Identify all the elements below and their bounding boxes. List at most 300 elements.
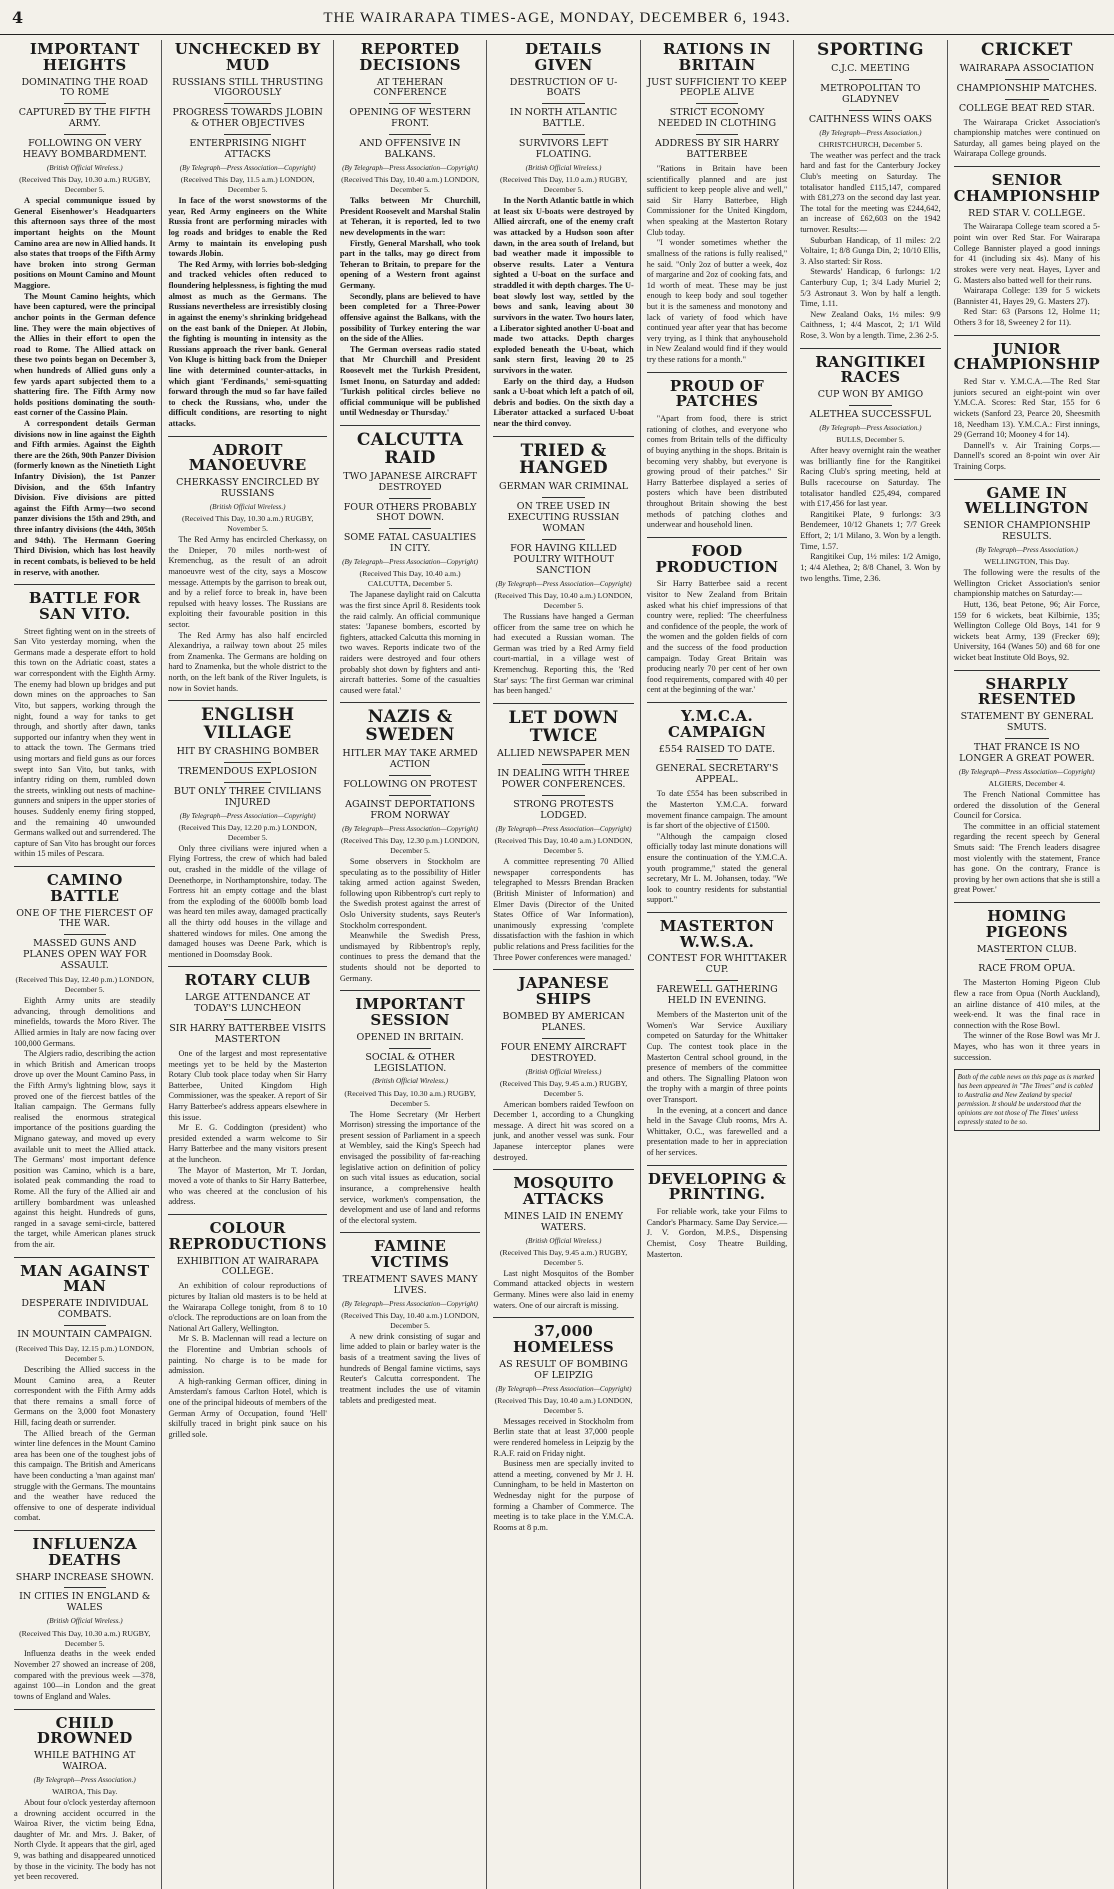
subhead-divider bbox=[1005, 738, 1049, 739]
article-credit: (British Official Wireless.) bbox=[46, 164, 123, 173]
article-subheadline: IN CITIES IN ENGLAND & WALES bbox=[19, 1591, 151, 1614]
article-body bbox=[340, 857, 480, 984]
subhead-divider bbox=[224, 134, 272, 135]
story-divider bbox=[168, 966, 326, 967]
story-divider bbox=[954, 166, 1100, 167]
article-headline: RATIONS IN BRITAIN bbox=[662, 40, 771, 74]
article-subheadline: AND OFFENSIVE IN BALKANS. bbox=[359, 138, 461, 161]
article-paragraph: Influenza deaths in the week ended November 27 showed an increase of 208, compared with the previous week —378, against 100—in London and the great towns of England and Wales. bbox=[14, 1649, 156, 1701]
article-dateline: (Received This Day, 12.40 p.m.) LONDON, December 5. bbox=[15, 975, 154, 995]
article-paragraph: The French National Committee has ordered the dissolution of the General Council for Corsica. bbox=[953, 789, 1100, 821]
article bbox=[954, 479, 1100, 664]
article bbox=[168, 1214, 326, 1440]
article-headline: CALCUTTA RAID bbox=[356, 429, 464, 468]
article-paragraph: The Red Army has also half encircled Alexandriya, a railway town about 25 miles from Znamenka. The Germans are holding on hard to Znamenka, but the whole district to the north, on the left bank of the River Ingulets, is now in Soviet hands. bbox=[168, 630, 327, 693]
article-paragraph: A committee representing 70 Allied newspaper correspondents has telegraphed to Messrs Brendan Bracken (British Minister of Information) and Elmer Davis (Director of the United States Office of War Information), unanimously expressing 'complete dissatisfaction with the fashion in which public relations and Press facilities for the Three Power conferences were managed.' bbox=[493, 857, 634, 962]
article-paragraph: Last night Mosquitos of the Bomber Command attacked objects in western Germany. Mines were also laid in enemy waters. One of our aircraft is missing. bbox=[493, 1268, 634, 1310]
article-credit: (By Telegraph—Press Association.) bbox=[819, 128, 922, 137]
subhead-divider bbox=[224, 762, 272, 763]
article-dateline: (Received This Day, 10.40 a.m.) LONDON, December 5. bbox=[494, 836, 633, 856]
article-subheadline: FAREWELL GATHERING HELD IN EVENING. bbox=[656, 984, 778, 1007]
subhead-divider bbox=[64, 1587, 106, 1588]
article-paragraph: The German overseas radio stated that Mr Churchill and President Roosevelt met the Turkish President, Ismet Inonu, on Saturday and added: 'Turkish political circles believe no official communique will be published until Wednesday or Thursday.' bbox=[339, 344, 481, 418]
article-body bbox=[493, 1269, 633, 1311]
article-subheadline: STRICT ECONOMY NEEDED IN CLOTHING bbox=[657, 107, 777, 130]
article-paragraph: The Wairarapa Cricket Association's championship matches were continued on Saturday, all games being played on the Wairarapa College grounds. bbox=[953, 117, 1100, 159]
article-dateline: BULLS, December 5. bbox=[836, 435, 905, 445]
article-paragraph: The following were the results of the Wellington Cricket Association's senior championship matches on Saturday:— bbox=[953, 568, 1100, 599]
story-divider bbox=[340, 990, 480, 991]
subhead-divider bbox=[224, 1019, 272, 1020]
article-subheadline: TREMENDOUS EXPLOSION bbox=[178, 765, 318, 777]
article-subheadline: HITLER MAY TAKE ARMED ACTION bbox=[342, 748, 478, 771]
article-credit: (British Official Wireless.) bbox=[525, 1067, 602, 1076]
article-credit: (By Telegraph—Press Association—Copyright) bbox=[179, 164, 316, 173]
article-paragraph: The Masterton Homing Pigeon Club flew a race from Opua (North Auckland), an airline distance of 410 miles, at the week-end. It was the final race in connection with the Rose Bowl. bbox=[953, 978, 1100, 1030]
article-headline: CHILD DROWNED bbox=[36, 1713, 133, 1748]
article-subheadline: SURVIVORS LEFT FLOATING. bbox=[518, 138, 609, 161]
article-dateline: (Received This Day, 10.30 a.m.) RUGBY, December 5. bbox=[19, 1628, 151, 1648]
article-paragraph: Describing the Allied success in the Mount Camino area, a Reuter correspondent with the Fifth Army adds that there remains a small force of Germans on the 3,000 foot Monastery Hill, facing death or surrender. bbox=[14, 1364, 156, 1427]
article-paragraph: Talks between Mr Churchill, President Roosevelt and Marshal Stalin at Teheran, it is reported, led to two new developments in the war: bbox=[339, 196, 481, 238]
column-4 bbox=[486, 40, 639, 1889]
story-divider bbox=[954, 902, 1100, 903]
article bbox=[647, 702, 787, 906]
article-paragraph: A new drink consisting of sugar and lime added to plain or barley water is the basis of a treatment saving the lives of hundreds of Bengal famine victims, says Reuter's Calcutta correspondent. The treatment includes the use of vitamin tablets and predigested meat. bbox=[339, 1331, 481, 1405]
article-dateline: (Received This Day, 10.40 a.m.) LONDON, December 5. bbox=[341, 1310, 480, 1330]
article-subheadline: AT TEHERAN CONFERENCE bbox=[373, 76, 447, 99]
article-body bbox=[493, 1100, 633, 1164]
article-paragraph: The Allied breach of the German winter line defences in the Mount Camino area has been one of the toughest jobs of this campaign. The British and Americans have been conducting a 'man against man' struggle with the Germans. The mountains and the weather have reduced the offensive to one of desperate individual combat. bbox=[14, 1428, 156, 1523]
article-paragraph: Street fighting went on in the streets of San Vito yesterday morning, when the Germans made a desperate effort to hold this town on the Adriatic coast, states a war correspondent with the Eighth Army. The enemy had blown up bridges and put down mines on the approaches to San Vito, but sappers, working through the night, found a way for tanks to get through, and shortly after dawn, tanks supported our infantry when they went in to attack the town. The Germans tried using mortars and field guns as our forces swept into San Vito, but tanks, with infantry riding on them, rumbled down the streets, winkling out nests of machine-gunners and snipers in the upper stories of houses. Suddenly enemy firing stopped, and the remaining 40 unwounded Germans walked out and surrendered. The capture of San Vito has brought our forces within 15 miles of Pescara. bbox=[14, 626, 156, 859]
article bbox=[954, 42, 1100, 160]
article-subheadline: RED STAR V. COLLEGE. bbox=[968, 207, 1086, 219]
article-headline: IMPORTANT SESSION bbox=[355, 995, 465, 1029]
article-credit: (By Telegraph—Press Association—Copyright) bbox=[342, 824, 479, 833]
article-headline: Y.M.C.A. CAMPAIGN bbox=[668, 707, 766, 741]
article-paragraph: The Red Army has encircled Cherkassy, on the Dnieper, 70 miles north-west of Kremenchug, as the result of an adroit manoeuvre west of the city, says a Moscow message. Attempts by the garrison to break out, and by a relief force to break in, have been repulsed with heavy losses. The Russians are exploiting their favourable position in this sector. bbox=[168, 535, 327, 629]
article-headline: ROTARY CLUB bbox=[184, 971, 311, 990]
subhead-divider bbox=[389, 1048, 431, 1049]
article-headline: SPORTING bbox=[817, 40, 924, 60]
article-headline: HOMING PIGEONS bbox=[985, 907, 1068, 941]
article-paragraph: Wairarapa College: 139 for 5 wickets (Bannister 41, Hayes 29, G. Masters 27). bbox=[953, 286, 1100, 306]
article-body bbox=[493, 1417, 633, 1534]
subhead-divider bbox=[542, 497, 584, 498]
story-divider bbox=[14, 1257, 155, 1258]
article-paragraph: The Mayor of Masterton, Mr T. Jordan, moved a vote of thanks to Sir Harry Batterbee, who was cheered at the conclusion of his address. bbox=[168, 1165, 327, 1207]
article-paragraph: About four o'clock yesterday afternoon a drowning accident occurred in the Wairoa River, the victim being Edna, daughter of Mr. and Mrs. J. Baker, of North Clyde. It appears that the girl, aged 9, was bathing and disappeared unnoticed by those in the vicinity. The body has not yet been recovered. bbox=[14, 1798, 156, 1882]
article-subheadline: CHAMPIONSHIP MATCHES. bbox=[956, 82, 1098, 94]
article-body bbox=[647, 789, 787, 906]
article-subheadline: WAIRARAPA ASSOCIATION bbox=[959, 62, 1095, 74]
story-divider bbox=[168, 1214, 326, 1215]
article-paragraph: Dannell's v. Air Training Corps.—Dannell's scored an 8-point win over Air Training Corps. bbox=[953, 440, 1100, 471]
article-dateline: CHRISTCHURCH, December 5. bbox=[818, 139, 923, 149]
article-subheadline: HIT BY CRASHING BOMBER bbox=[176, 745, 319, 757]
article-body bbox=[954, 222, 1100, 328]
article-subheadline: SENIOR CHAMPIONSHIP RESULTS. bbox=[963, 520, 1091, 542]
article-subheadline: FOUR OTHERS PROBABLY SHOT DOWN. bbox=[343, 501, 477, 524]
article-subheadline: LARGE ATTENDANCE AT TODAY'S LUNCHEON bbox=[185, 992, 311, 1015]
article-dateline: WAIROA, This Day. bbox=[52, 1787, 118, 1797]
subhead-divider bbox=[849, 110, 891, 111]
cable-footnote: Both of the cable news on this page as is marked has been appeared in "The Times" and is cabled to Australia and New Zealand by special permission. It should be understood that the opinions are not those of The Times' unless expressly stated to be so. bbox=[954, 1069, 1100, 1131]
article-credit: (British Official Wireless.) bbox=[209, 502, 286, 511]
article-subheadline: IN NORTH ATLANTIC BATTLE. bbox=[509, 107, 618, 130]
article bbox=[340, 1232, 480, 1406]
article-subheadline: IN MOUNTAIN CAMPAIGN. bbox=[17, 1329, 153, 1341]
article-paragraph: The Russians have hanged a German officer from the same tree on which he had executed a Russian woman. The German was tried by a Red Army field court-martial, in a village west of Kremenchug. Reporting this, the 'Red Star' says: 'The first German war criminal has been hanged.' bbox=[493, 611, 634, 696]
article-body bbox=[493, 857, 633, 963]
article-paragraph: In face of the worst snowstorms of the year, Red Army engineers on the White Russia front are performing miracles with log roads and bridges to enable the Red Army to maintain its enveloping push towards Jlobin. bbox=[168, 196, 327, 259]
page-number: 4 bbox=[12, 8, 24, 27]
article-headline: FAMINE VICTIMS bbox=[370, 1237, 450, 1272]
article-headline: MOSQUITO ATTACKS bbox=[513, 1174, 614, 1209]
article-subheadline: STATEMENT BY GENERAL SMUTS. bbox=[960, 711, 1094, 733]
article bbox=[493, 436, 633, 697]
article-subheadline: CONTEST FOR WHITTAKER CUP. bbox=[647, 953, 787, 976]
article-subheadline: DESTRUCTION OF U-BOATS bbox=[509, 76, 618, 99]
article-subheadline: JUST SUFFICIENT TO KEEP PEOPLE ALIVE bbox=[647, 76, 787, 99]
article-paragraph: A correspondent details German divisions now in line against the Eighth and Fifth armies. Against the Eighth there are the 26th, 90th Panzer Division (formerly known as the Ninetieth Light Infantry Division), the 1st Panzer Division, and the 65th Infantry Division. Five divisions are pitted against the Fifth Army—two second panzer divisions the 15th and 29th, and three infantry divisions (the 44th, 305th and 94th). The Hermann Goering Third Division, which has lost heavily in recent combats, is believed to be held in reserve, with another. bbox=[14, 418, 156, 577]
article-paragraph: For reliable work, take your Films to Candor's Pharmacy. Same Day Service.—J. V. Gordon, M.P.S., Dispensing Chemist, Cosy Theatre Building, Masterton. bbox=[646, 1207, 788, 1259]
article bbox=[340, 42, 480, 419]
article-dateline: (Received This Day, 9.45 a.m.) RUGBY, December 5. bbox=[499, 1247, 628, 1267]
subhead-divider bbox=[389, 103, 431, 104]
column-7 bbox=[947, 40, 1106, 1889]
article-body bbox=[340, 196, 480, 419]
article-dateline: (Received This Day, 11.5 a.m.) LONDON, December 5. bbox=[180, 175, 315, 195]
article-paragraph: Members of the Masterton unit of the Women's War Service Auxiliary competed on Saturday for the Whittaker Cup. The contest took place in the Masterton Central school ground, in the presence of members of the committee and others. The Signalling Platoon won the trophy with a margin of three points over Transport. bbox=[646, 1010, 788, 1105]
article-body bbox=[954, 790, 1100, 896]
article-paragraph: One of the largest and most representative meetings yet to be held by the Masterton Rotary Club took place today when Sir Harry Batterbee, United Kingdom High Commissioner, was the speaker. A report of Sir Harry Batterbee's address appears elsewhere in this issue. bbox=[168, 1048, 327, 1122]
article-credit: (By Telegraph—Press Association—Copyright) bbox=[958, 767, 1095, 776]
article-body bbox=[954, 118, 1100, 160]
article-body bbox=[493, 196, 633, 429]
article-credit: (By Telegraph—Press Association.) bbox=[33, 1775, 136, 1784]
article-dateline: (Received This Day, 10.40 a.m.) LONDON, December 5. bbox=[341, 175, 480, 195]
subhead-divider bbox=[389, 528, 431, 529]
story-divider bbox=[340, 702, 480, 703]
article-credit: (British Official Wireless.) bbox=[525, 164, 602, 173]
article bbox=[168, 42, 326, 430]
subhead-divider bbox=[849, 79, 891, 80]
subhead-divider bbox=[389, 498, 431, 499]
article-paragraph: Hutt, 136, beat Petone, 96; Air Force, 159 for 6 wickets, beat Kilbirnie, 135; Wellington College Old Boys, 141 for 9 wickets beat Army, 139 (Frecker 69); University, 164 (Wanes 50) and 68 for one wicket beat Institute Old Boys, 92. bbox=[953, 599, 1100, 662]
article-headline: ENGLISH VILLAGE bbox=[200, 705, 295, 744]
article-headline: ADROIT MANOEUVRE bbox=[188, 440, 307, 475]
article bbox=[647, 42, 787, 366]
article-body bbox=[800, 151, 940, 342]
column-2 bbox=[161, 40, 332, 1889]
article-subheadline: COLLEGE BEAT RED STAR. bbox=[958, 102, 1095, 114]
subhead-divider bbox=[224, 103, 272, 104]
article-dateline: (Received This Day, 9.45 a.m.) RUGBY, December 5. bbox=[499, 1078, 628, 1098]
article-headline: UNCHECKED BY MUD bbox=[174, 40, 321, 74]
article-credit: (By Telegraph—Press Association—Copyright) bbox=[179, 811, 316, 820]
article-body bbox=[14, 996, 155, 1251]
article-headline: SENIOR CHAMPIONSHIP bbox=[953, 171, 1100, 205]
story-divider bbox=[340, 425, 480, 426]
subhead-divider bbox=[389, 795, 431, 796]
subhead-divider bbox=[542, 103, 584, 104]
article bbox=[340, 425, 480, 696]
article-subheadline: GENERAL SECRETARY'S APPEAL. bbox=[655, 763, 779, 786]
article-paragraph: Messages received in Stockholm from Berlin state that at least 37,000 people were rendered homeless in Leipzig by the R.A.F. raid on Friday night. bbox=[493, 1416, 634, 1458]
article-subheadline: SIR HARRY BATTERBEE VISITS MASTERTON bbox=[169, 1023, 327, 1045]
article-headline: JUNIOR CHAMPIONSHIP bbox=[953, 339, 1100, 374]
article-headline: INFLUENZA DEATHS bbox=[32, 1535, 138, 1569]
subhead-divider bbox=[696, 103, 738, 104]
article-paragraph: A special communique issued by General Eisenhower's Headquarters this afternoon says three of the most important heights on the Mount Camino area are now in Allied hands. It also states that troops of the Fifth Army have broken into strong German positions on Mount Camino and Mount Maggiore. bbox=[14, 196, 156, 291]
article-credit: (By Telegraph—Press Association—Copyright) bbox=[495, 579, 632, 588]
article-subheadline: DESPERATE INDIVIDUAL COMBATS. bbox=[21, 1298, 149, 1321]
article-paragraph: An exhibition of colour reproductions of pictures by Italian old masters is to be held at the Wairarapa College tonight, from 8 to 10 o'clock. The reproductions are on loan from the National Art Gallery, Wellington. bbox=[168, 1281, 327, 1333]
article-paragraph: The weather was perfect and the track hard and fast for the Canterbury Jockey Club's meeting on Saturday. The totalisator handled £115,147, compared with £81,273 on the second day last year. The total for the meeting was £244,642, an increase of £62,603 on the 1942 turnover. Results:— bbox=[800, 150, 941, 234]
article-paragraph: Some observers in Stockholm are speculating as to the possibility of Hitler taking armed action against Sweden, following upon Ribbentrop's curt reply to the Swedish protest against the arrest of Oslo University students, says Reuter's Stockholm correspondent. bbox=[339, 856, 481, 930]
article-subheadline: £554 RAISED TO DATE. bbox=[658, 743, 776, 755]
article-dateline: (Received This Day, 12.30 p.m.) LONDON, December 5. bbox=[340, 835, 480, 855]
article-body bbox=[954, 568, 1100, 663]
article-headline: TRIED & HANGED bbox=[519, 440, 608, 479]
article-body bbox=[168, 535, 326, 694]
article-paragraph: The Japanese daylight raid on Calcutta was the first since April 8. Residents took the raid calmly. An official communique states: 'Japanese bombers, escorted by fighters, attacked Calcutta this morning in two waves. Reports indicate two of the raiders were destroyed and four others probably shot down by fighters and anti-aircraft batteries. Some of the casualties caused were fatal.' bbox=[339, 590, 481, 695]
article-subheadline: CAITHNESS WINS OAKS bbox=[808, 113, 933, 125]
article bbox=[954, 670, 1100, 896]
article bbox=[493, 1317, 633, 1533]
article-headline: LET DOWN TWICE bbox=[508, 707, 619, 746]
article-subheadline: DOMINATING THE ROAD TO ROME bbox=[21, 76, 148, 99]
article-paragraph: After heavy overnight rain the weather was brilliantly fine for the Rangitikei Racing Club's spring meeting, held at Bulls racecourse on Saturday. The totalisator handled £25,494, compared with £17,456 for last year. bbox=[800, 446, 941, 509]
article-headline: CAMINO BATTLE bbox=[46, 871, 123, 905]
article-subheadline: FOLLOWING ON PROTEST bbox=[343, 778, 477, 790]
article-headline: MASTERTON W.W.S.A. bbox=[659, 916, 775, 951]
newspaper-columns bbox=[8, 40, 1106, 1882]
story-divider bbox=[954, 670, 1100, 671]
article bbox=[340, 702, 480, 984]
article bbox=[493, 1169, 633, 1311]
subhead-divider bbox=[542, 1038, 584, 1039]
article-subheadline: CAPTURED BY THE FIFTH ARMY. bbox=[18, 107, 151, 130]
article-paragraph: The Algiers radio, describing the action in which British and American troops drove up over the Mount Camino Pass, in the Fifth Army's lightning blow, says it proved one of the fiercest battles of the Italian campaign. The Germans fully realised the enormous strategical importance of the positions guarding the Mignano gateway, and moved up every available unit to meet the Allied attack. The Germans' most important defence position was Camino, which is a bare, isolated peak commanding the road to Rome. All the fury of the Allied air and artillery bombardment was unleashed against this height. Hundreds of guns, ranged in a savage semi-circle, battered the target, while American planes struck from the air. bbox=[14, 1049, 156, 1250]
article-dateline: (Received This Day, 12.20 p.m.) LONDON, December 5. bbox=[178, 822, 317, 842]
story-divider bbox=[800, 348, 940, 349]
article bbox=[14, 1709, 155, 1883]
story-divider bbox=[647, 912, 787, 913]
story-divider bbox=[647, 372, 787, 373]
article bbox=[647, 537, 787, 696]
subhead-divider bbox=[389, 775, 431, 776]
article-headline: BATTLE FOR SAN VITO. bbox=[28, 589, 141, 623]
subhead-divider bbox=[696, 980, 738, 981]
article-headline: DEVELOPING & PRINTING. bbox=[647, 1169, 787, 1204]
article bbox=[954, 166, 1100, 329]
article-subheadline: MASTERTON CLUB. bbox=[976, 943, 1077, 955]
article-subheadline: TWO JAPANESE AIRCRAFT DESTROYED bbox=[343, 470, 477, 493]
subhead-divider bbox=[542, 795, 584, 796]
subhead-divider bbox=[542, 764, 584, 765]
story-divider bbox=[493, 703, 633, 704]
article-dateline: (Received This Day, 10.30 a.m.) RUGBY, November 5. bbox=[181, 514, 314, 534]
article-body bbox=[647, 1207, 787, 1260]
article-paragraph: To date £554 has been subscribed in the Masterton Y.M.C.A. forward movement finance campaign. The amount is far short of the objective of £1500. bbox=[646, 789, 788, 831]
article-subheadline: SHARP INCREASE SHOWN. bbox=[15, 1571, 154, 1583]
article-paragraph: The Red Army, with lorries bob-sledging and tracked vehicles often reduced to floundering helplessness, is fighting the mud almost as much as the Germans. The Russians nevertheless are irresistibly closing in against the enemy's shrinking bridgehead on the east bank of the Dnieper. At Jlobin, the fighting is mounting in intensity as the Russians approach the river bank. General Von Kluge is hitting back from the Dnieper line with determined counter-attacks, in which giant 'Ferdinands,' semi-squatting forward through the mud so far have failed to check the Russians, who, under the difficult conditions, are resorting to night attacks. bbox=[168, 259, 327, 428]
article-paragraph: Red Star v. Y.M.C.A.—The Red Star juniors secured an eight-point win over Y.M.C.A. Scores: Red Star, 155 for 6 wickets (Sanford 23, Pearce 20, Sheesmith 18, Needham 13). Y.M.C.A.: First innings, 29 (Gerrand 10; Mooney 4 for 14). bbox=[953, 377, 1100, 440]
article-subheadline: AS RESULT OF BOMBING OF LEIPZIG bbox=[499, 1358, 628, 1381]
article-body bbox=[14, 1798, 155, 1883]
article-subheadline: EXHIBITION AT WAIRARAPA COLLEGE. bbox=[176, 1255, 319, 1278]
article-paragraph: "Although the campaign closed officially today last minute donations will ensure the continuation of the Y.M.C.A. youth programme," stated the general secretary, Mr L. M. Johansen, today. "We look to country residents for substantial support." bbox=[646, 831, 788, 905]
article-paragraph: Sir Harry Batterbee said a recent visitor to New Zealand from Britain asked what his chief impressions of that country were, replied: 'The cheerfulness and confidence of the people, the work of the women and the golden fields of corn and the success of the food production campaign. Today Great Britain was producing nearly 70 per cent of her own food requirements, compared with 40 per cent at the beginning of the war.' bbox=[646, 579, 788, 695]
article-subheadline: ADDRESS BY SIR HARRY BATTERBEE bbox=[654, 138, 779, 161]
article-subheadline: AGAINST DEPORTATIONS FROM NORWAY bbox=[345, 798, 475, 821]
article-subheadline: FOR HAVING KILLED POULTRY WITHOUT SANCTION bbox=[510, 542, 617, 576]
column-6 bbox=[793, 40, 946, 1889]
article-paragraph: Secondly, plans are believed to have been completed for a Three-Power offensive against the Balkans, with the possibility of Turkey entering the war on the side of the Allies. bbox=[339, 291, 481, 344]
article-body bbox=[14, 196, 155, 578]
article-credit: (British Official Wireless.) bbox=[46, 1617, 123, 1626]
article-subheadline: C.J.C. MEETING bbox=[831, 62, 910, 74]
masthead bbox=[0, 0, 1114, 35]
article-headline: CRICKET bbox=[981, 40, 1073, 60]
article bbox=[954, 335, 1100, 473]
article-headline: RANGITIKEI RACES bbox=[815, 352, 926, 387]
article-paragraph: American bombers raided Tewfoon on December 1, according to a Chungking message. A direct hit was scored on a junk, and another vessel was sunk. Four Japanese interceptor planes were destroyed. bbox=[493, 1099, 634, 1162]
article-paragraph: Business men are specially invited to attend a meeting, convened by Mr J. H. Cunningham, to be held in Masterton on Wednesday night for the purpose of forming a Chamber of Commerce. The meeting is to take place in the Y.M.C.A. Rooms at 8 p.m. bbox=[493, 1459, 634, 1532]
article bbox=[14, 1530, 155, 1702]
article-body bbox=[954, 377, 1100, 472]
story-divider bbox=[647, 537, 787, 538]
article-headline: SHARPLY RESENTED bbox=[977, 674, 1076, 709]
article-paragraph: New Zealand Oaks, 1½ miles: 9/9 Caithness, 1; 4/4 Mascot, 2; 1/1 Wild Rose, 3. Won by a length. Time, 2.36 2-5. bbox=[800, 309, 941, 341]
article-body bbox=[168, 844, 326, 961]
story-divider bbox=[493, 1169, 633, 1170]
article-subheadline: STRONG PROTESTS LODGED. bbox=[513, 799, 614, 822]
article bbox=[800, 42, 940, 342]
article-body bbox=[647, 1010, 787, 1159]
article-subheadline: OPENED IN BRITAIN. bbox=[356, 1031, 464, 1043]
article-dateline: (Received This Day, 10.40 a.m.) CALCUTTA, December 5. bbox=[359, 569, 461, 589]
article-subheadline: OPENING OF WESTERN FRONT. bbox=[349, 107, 471, 130]
article-body bbox=[493, 612, 633, 697]
article-subheadline: SOCIAL & OTHER LEGISLATION. bbox=[365, 1051, 455, 1074]
story-divider bbox=[493, 1317, 633, 1318]
article bbox=[493, 42, 633, 430]
article-subheadline: BUT ONLY THREE CIVILIANS INJURED bbox=[173, 785, 322, 808]
article-paragraph: The Wairarapa College team scored a 5-point win over Red Star. For Wairarapa College Bannister played a good innings for 41 (including six 4s). Many of his strokes were very neat. Hayes, Lyver and G. Masters also batted well for their runs. bbox=[953, 222, 1100, 285]
article-credit: (British Official Wireless.) bbox=[525, 1236, 602, 1245]
subhead-divider bbox=[542, 539, 584, 540]
story-divider bbox=[14, 866, 155, 867]
subhead-divider bbox=[1005, 79, 1049, 80]
article-subheadline: MINES LAID IN ENEMY WATERS. bbox=[503, 1210, 624, 1233]
column-1 bbox=[8, 40, 161, 1889]
article-headline: REPORTED DECISIONS bbox=[359, 40, 461, 74]
story-divider bbox=[493, 969, 633, 970]
article-paragraph: The Mount Camino heights, which have been captured, were the principal anchor points in the German defence line. They were the main objectives of the Allies in their effort to open the road to Rome. The Allied attack on these two points began on December 3, when hundreds of Allied guns only a few yards apart subjected them to a shattering fire. The Fifth Army now holds positions dominating the south-east corner of the Cassino Plain. bbox=[14, 291, 156, 418]
article-subheadline: SOME FATAL CASUALTIES IN CITY. bbox=[343, 532, 477, 555]
article-headline: PROUD OF PATCHES bbox=[669, 376, 765, 411]
article-paragraph: Rangitikei Cup, 1½ miles: 1/2 Amigo, 1; 4/4 Alethea, 2; 8/8 Chanel, 3. Won by two lengths. Time, 2.36. bbox=[800, 552, 941, 583]
article bbox=[647, 372, 787, 531]
article bbox=[800, 348, 940, 584]
article-body bbox=[340, 590, 480, 696]
article-body bbox=[647, 164, 787, 366]
article-body bbox=[647, 579, 787, 696]
article-paragraph: Mr E. G. Coddington (president) who presided extended a warm welcome to Sir Harry Batterbee and the many visitors present at the luncheon. bbox=[168, 1123, 327, 1164]
article-paragraph: Only three civilians were injured when a Flying Fortress, the crew of which had baled out, crashed in the middle of the village of Deenethorpe, in Northamptonshire, today. The Fortress hit an empty cottage and the blast from the exploding of the 6000lb bomb load was heard ten miles away, damaged practically all the thirty odd houses in the village and shattered windows for miles. One among the damaged houses was Deene Park, which is mentioned in Doomsday Book. bbox=[168, 843, 327, 959]
article-headline: JAPANESE SHIPS bbox=[518, 974, 609, 1009]
article-subheadline: BOMBED BY AMERICAN PLANES. bbox=[502, 1010, 625, 1033]
article bbox=[647, 912, 787, 1159]
article-subheadline: ON TREE USED IN EXECUTING RUSSIAN WOMAN bbox=[507, 501, 620, 535]
article-paragraph: Red Star: 63 (Parsons 12, Holme 11; Others 3 for 18, Sweeney 2 for 11). bbox=[953, 307, 1100, 327]
article-paragraph: "I wonder sometimes whether the smallness of the rations is fully realised," he said. "Only 2oz of butter a week, 4oz of margarine and 2oz of cooking fats, and 1d worth of meat. These may be just enough to keep body and soul together but it is the sameness and monotony and lack of variety of food which have continued year after year that has become very trying, as I think that anyhousehold in New Zealand would find if they would try these rations for a month." bbox=[646, 238, 788, 364]
article-headline: MAN AGAINST MAN bbox=[20, 1261, 150, 1296]
article-body bbox=[168, 196, 326, 429]
article bbox=[493, 703, 633, 964]
article-credit: (By Telegraph—Press Association—Copyright) bbox=[342, 1299, 479, 1308]
subhead-divider bbox=[389, 134, 431, 135]
subhead-divider bbox=[542, 134, 584, 135]
article-paragraph: The winner of the Rose Bowl was Mr J. Mayes, who has won it three years in succession. bbox=[953, 1031, 1100, 1062]
article-headline: GAME IN WELLINGTON bbox=[964, 483, 1089, 518]
subhead-divider bbox=[64, 103, 106, 104]
subhead-divider bbox=[696, 759, 738, 760]
subhead-divider bbox=[64, 134, 106, 135]
article bbox=[954, 902, 1100, 1063]
column-5 bbox=[640, 40, 793, 1889]
article-credit: (By Telegraph—Press Association—Copyright) bbox=[342, 164, 479, 173]
article-subheadline: TREATMENT SAVES MANY LIVES. bbox=[342, 1273, 478, 1296]
article-paragraph: Firstly, General Marshall, who took part in the talks, may go direct from Teheran to Britain, to prepare for the opening of a Western front against Germany. bbox=[339, 238, 481, 291]
article-body bbox=[14, 1649, 155, 1702]
subhead-divider bbox=[1005, 959, 1049, 960]
article-headline: 37,000 HOMELESS bbox=[513, 1322, 615, 1356]
article-dateline: (Received This Day, 12.15 p.m.) LONDON, December 5. bbox=[15, 1343, 154, 1363]
article-subheadline: ONE OF THE FIERCEST OF THE WAR. bbox=[16, 907, 154, 930]
story-divider bbox=[168, 700, 326, 701]
subhead-divider bbox=[849, 405, 891, 406]
newspaper-title: THE WAIRARAPA TIMES-AGE, MONDAY, DECEMBER 6, 1943. bbox=[323, 10, 791, 26]
article bbox=[340, 990, 480, 1226]
article bbox=[168, 436, 326, 695]
subhead-divider bbox=[224, 782, 272, 783]
article-credit: (By Telegraph—Press Association—Copyright) bbox=[495, 825, 632, 834]
article bbox=[14, 1257, 155, 1524]
article-headline: NAZIS & SWEDEN bbox=[365, 707, 455, 746]
article bbox=[14, 584, 155, 860]
article-paragraph: In the evening, at a concert and dance held in the Savage Club rooms, Mrs A. Whittaker, O.C., was farewelled and a presentation made to her in appreciation of her services. bbox=[646, 1105, 788, 1158]
article-paragraph: In the North Atlantic battle in which at least six U-boats were destroyed by Allied aircraft, one of the enemy craft was attacked by a Hudson soon after dawn, in the area south of Ireland, but bad weather made it impossible to observe results. Later a Ventura sighted a U-boat on the surface and straddled it with depth charges. The U-boat slowly lost way, settled by the bows and sank, leaving about 30 survivors in the water. Two hours later, a Liberator sighted another U-boat and made two attacks. Depth charges exploded beneath the U-boat, which sank stern first, leaving 20 to 25 survivors in the water. bbox=[493, 196, 634, 375]
article-headline: COLOUR REPRODUCTIONS bbox=[168, 1219, 327, 1253]
article-headline: IMPORTANT HEIGHTS bbox=[29, 40, 140, 74]
article-subheadline: CHERKASSY ENCIRCLED BY RUSSIANS bbox=[176, 477, 320, 500]
article bbox=[493, 969, 633, 1163]
article-subheadline: MASSED GUNS AND PLANES OPEN WAY FOR ASSAULT. bbox=[23, 938, 147, 972]
subhead-divider bbox=[64, 934, 106, 935]
article-paragraph: The committee in an official statement regarding the recent speech by General Smuts said: 'The French leaders disagree most violently with the statement, France has gone. On the contrary, France is proving by her own actions that she is still a great Power.' bbox=[953, 821, 1100, 895]
story-divider bbox=[168, 436, 326, 437]
article-subheadline: FOLLOWING ON VERY HEAVY BOMBARDMENT. bbox=[22, 138, 147, 161]
article-subheadline: CUP WON BY AMIGO bbox=[817, 389, 924, 401]
article-paragraph: Stewards' Handicap, 6 furlongs: 1/2 Canterbury Cup, 1; 3/4 Lady Muriel 2; 5/3 Astronaut 3. Won by half a length. Time, 1.11. bbox=[800, 267, 941, 309]
article-dateline: (Received This Day, 10.40 a.m.) LONDON, December 5. bbox=[494, 590, 633, 610]
article-subheadline: ALETHEA SUCCESSFUL bbox=[809, 409, 932, 421]
article bbox=[168, 700, 326, 960]
